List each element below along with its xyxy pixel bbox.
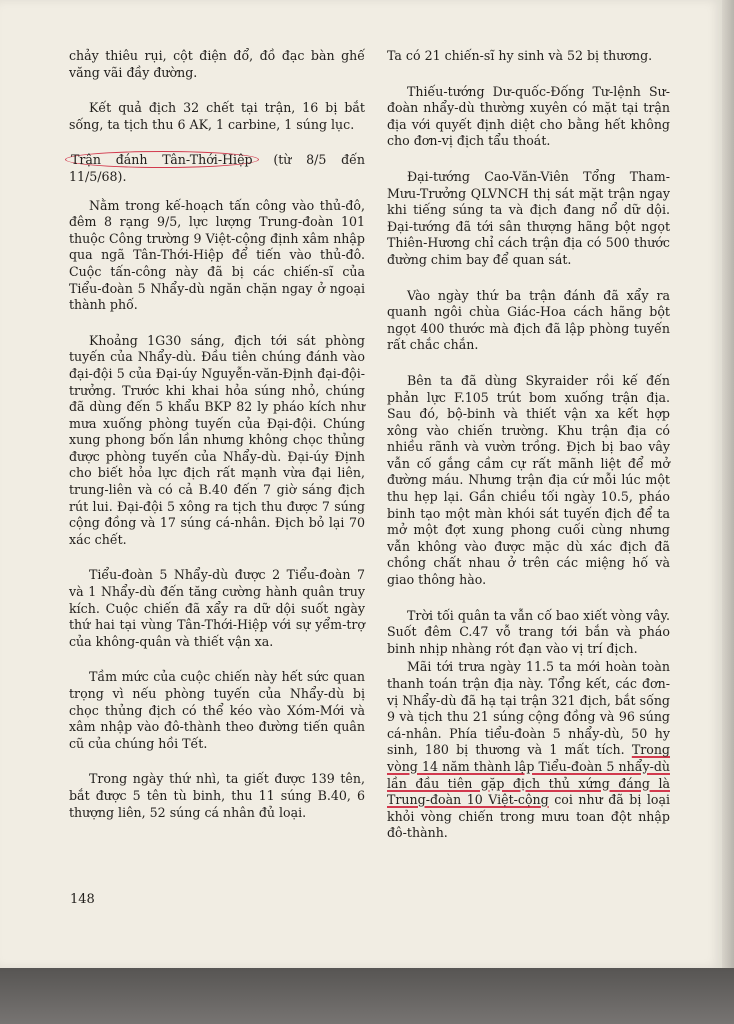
circled-heading-title: Trận đánh Tân-Thới-Hiệp: [65, 151, 259, 168]
paragraph: Nằm trong kế-hoạch tấn công vào thủ-đô, đêm 8 rạng 9/5, lực lượng Trung-đoàn 101 thuộc Công trường 9 Việt-cộng định xâm nhập qua ngã Tân-Thới-Hiệp để tiến vào thủ-đô. Cuộc tấn-công này đã bị các chiến-sĩ của Tiểu-đoàn 5 Nhẩy-dù ngăn chặn ngay ở ngoại thành phố.: [69, 197, 365, 313]
paragraph: Kết quả địch 32 chết tại trận, 16 bị bắt sống, ta tịch thu 6 AK, 1 carbine, 1 súng lục.: [69, 100, 365, 132]
scan-shadow: [0, 968, 734, 1024]
paragraph-text: Mãi tới trưa ngày 11.5 ta mới hoàn toàn thanh toán trận địa này. Tổng kết, các đơn-vị Nhẩy-dù đã hạ tại trận 321 địch, bắt sống 9 và tịch thu 21 súng cộng đồng và 96 súng cá-nhân. Phía tiểu-đoàn 5 nhẩy-dù, 50 hy sinh, 180 bị thương và 1 mất tích.: [387, 659, 670, 758]
underlined-passage: Trong vòng 14 năm thành lập Tiểu-đoàn 5 nhẩy-dù lần đầu tiên gặp địch thủ xứng đáng là Trung-đoàn 10 Việt-cộng: [387, 742, 670, 808]
page-number: 148: [70, 892, 95, 907]
paragraph: Thiếu-tướng Dư-quốc-Đống Tư-lệnh Sư-đoàn nhẩy-dù thường xuyên có mặt tại trận địa với quyết định diệt cho bằng hết không cho đơn-vị địch tẩu thoát.: [387, 83, 670, 149]
paragraph: Tầm mức của cuộc chiến này hết sức quan trọng vì nếu phòng tuyến của Nhẩy-dù bị chọc thủng địch có thể kéo vào Xóm-Mới và xâm nhập vào đô-thành theo đường tiến quân cũ của chúng hồi Tết.: [69, 669, 365, 751]
paragraph: Bên ta đã dùng Skyraider rồi kế đến phản lực F.105 trút bom xuống trận địa. Sau đó, bộ-binh và thiết vận xa kết hợp xông vào chiến trường. Khu trận địa có nhiều rãnh và vườn trồng. Địch bị bao vây vẫn cố gắng cầm cự rất mãnh liệt để mở đường máu. Nhưng trận địa cứ mỗi lúc một thu hẹp lại. Gần chiều tối ngày 10.5, pháo binh tạo một màn khói sát tuyến địch để ta mở một đợt xung phong cuối cùng nhưng vẫn không vào được mặc dù xác địch đã chồng chất nhau ở trên các miệng hố và giao thông hào.: [387, 372, 670, 588]
right-column: [387, 48, 670, 861]
left-column: [69, 48, 365, 840]
paragraph: Vào ngày thứ ba trận đánh đã xẩy ra quanh ngôi chùa Giác-Hoa cách hãng bột ngọt 400 thước mà địch đã lập phòng tuyến rất chắc chắn.: [387, 287, 670, 353]
paragraph: [387, 659, 670, 842]
paragraph: Ta có 21 chiến-sĩ hy sinh và 52 bị thương.: [387, 48, 653, 63]
paragraph: Trong ngày thứ nhì, ta giết được 139 tên, bắt được 5 tên tù binh, thu 11 súng B.40, 6 thượng liên, 52 súng cá nhân đủ loại.: [69, 771, 365, 820]
page-edge: [722, 0, 734, 968]
paragraph: chảy thiêu rụi, cột điện đổ, đồ đạc bàn ghế văng vãi đầy đường.: [69, 48, 365, 80]
paragraph: Trời tối quân ta vẫn cố bao xiết vòng vây. Suốt đêm C.47 vỗ trang tới bắn và pháo binh nhịp nhàng rót đạn vào vị trí địch.: [387, 607, 670, 656]
heading-dates: (từ 8/5 đến 11/5/68).: [69, 152, 365, 184]
paragraph: Tiểu-đoàn 5 Nhẩy-dù được 2 Tiểu-đoàn 7 và 1 Nhẩy-dù đến tăng cường hành quân truy kích. Cuộc chiến đã xẩy ra dữ dội suốt ngày thứ hai tại vùng Tân-Thới-Hiệp với sự yểm-trợ của không-quân và thiết vận xa.: [69, 567, 365, 649]
section-heading: [69, 152, 365, 185]
paragraph: Khoảng 1G30 sáng, địch tới sát phòng tuyến của Nhẩy-dù. Đầu tiên chúng đánh vào đại-đội 5 của Đại-úy Nguyễn-văn-Định đại-đội-trưởng. Trước khi khai hỏa súng nhỏ, chúng đã dùng đến 5 khẩu BKP 82 ly pháo kích như mưa xuống phòng tuyến của Đại-đội. Chúng xung phong bốn lần nhưng không chọc thủng được phòng tuyến của Nhẩy-dù. Đại-úy Định cho biết hỏa lực địch rất mạnh vừa đại liên, trung-liên và có cả B.40 đến 7 giờ sáng địch rút lui. Đại-đội 5 xông ra tịch thu được 7 súng cộng đồng và 17 súng cá-nhân. Địch bỏ lại 70 xác chết.: [69, 332, 365, 547]
paragraph-text: coi như đã bị loại khỏi vòng chiến trong mưu toan đột nhập đô-thành.: [387, 792, 670, 841]
paragraph: Đại-tướng Cao-Văn-Viên Tổng Tham-Mưu-Trưởng QLVNCH thị sát mặt trận ngay khi tiếng súng ta và địch đang nổ dữ dội. Đại-tướng đã tới sân thượng hãng bột ngọt Thiên-Hương chỉ cách trận địa có 500 thước đường chim bay để quan sát.: [387, 168, 670, 267]
